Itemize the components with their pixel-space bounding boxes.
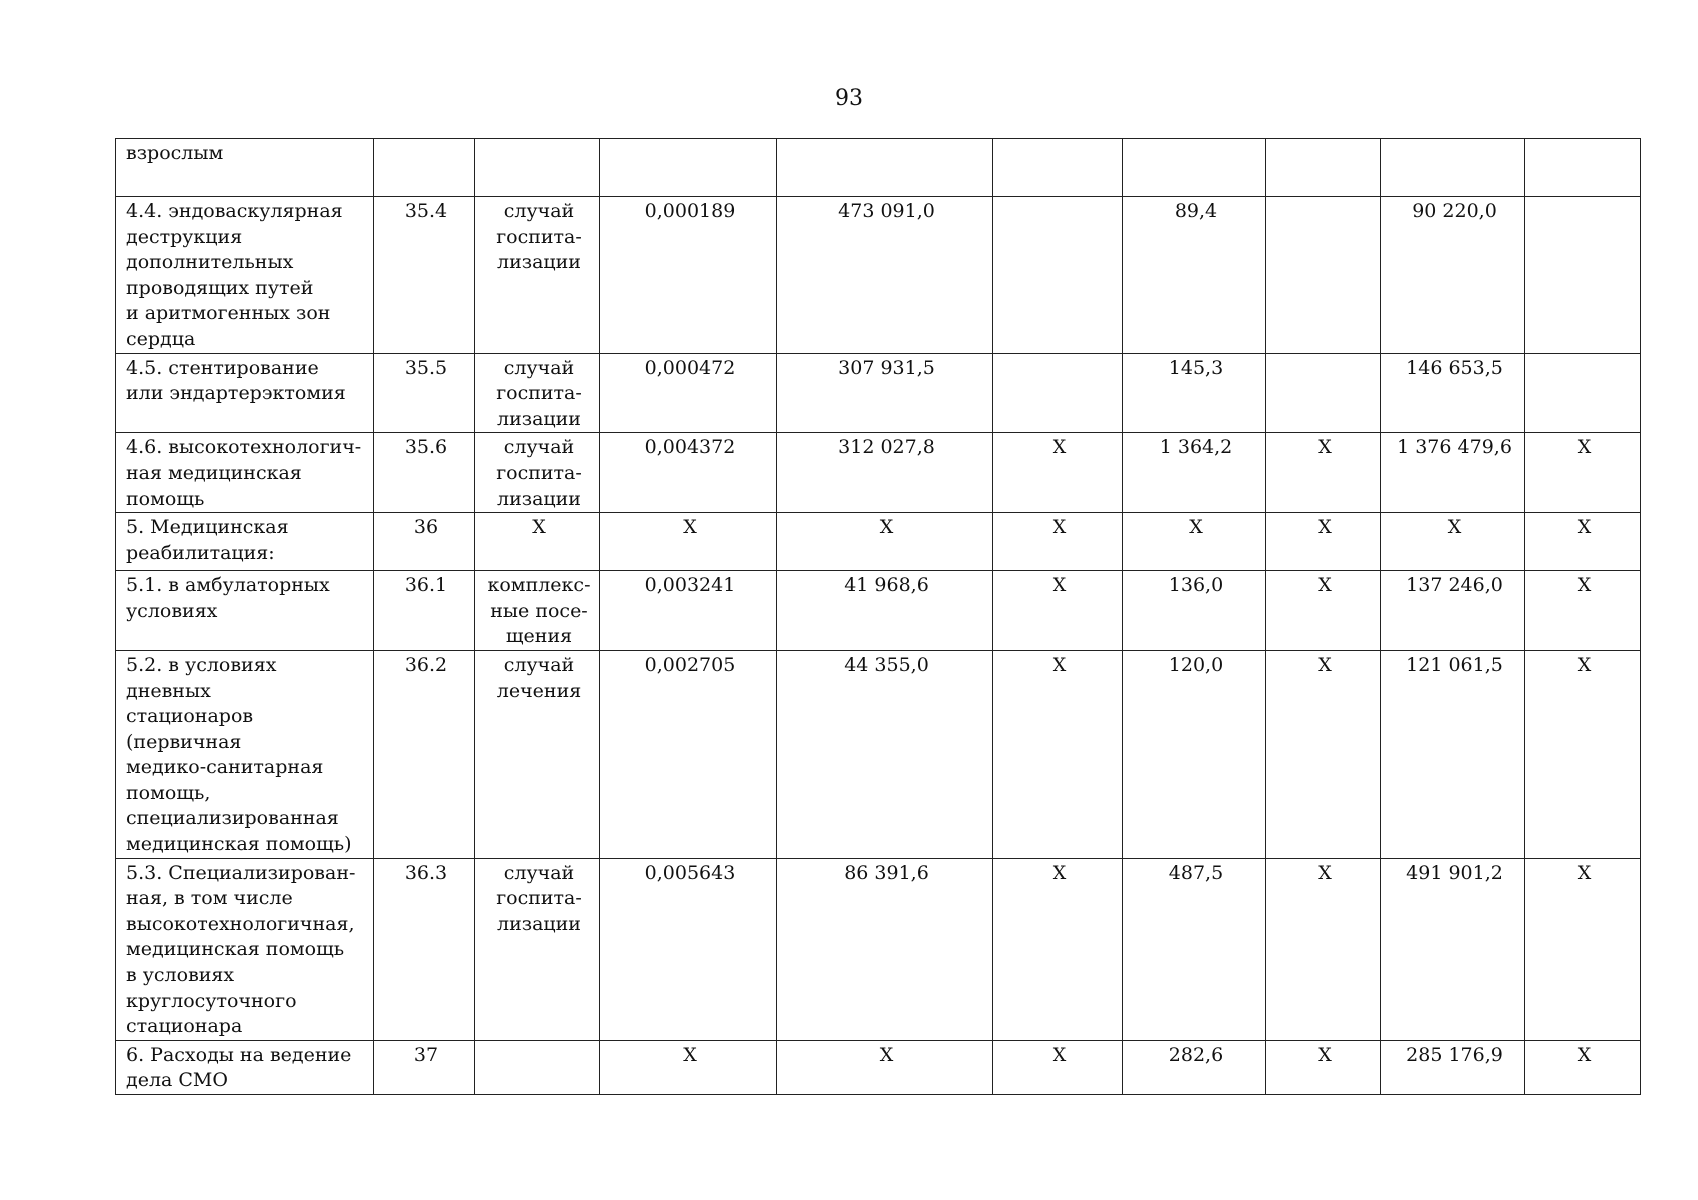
table-row xyxy=(116,513,1641,571)
row-value-cell: 282,6 xyxy=(1123,1040,1266,1094)
row-value-cell: 44 355,0 xyxy=(777,650,993,858)
row-value-cell: 136,0 xyxy=(1123,571,1266,651)
row-unit-line: госпита- xyxy=(496,461,582,484)
row-name-line: медико-санитарная xyxy=(126,756,324,779)
row-code-cell: 35.5 xyxy=(374,353,475,433)
row-name-line: в условиях xyxy=(126,964,235,987)
row-value-cell: X xyxy=(1381,513,1525,571)
row-unit-line: госпита- xyxy=(496,887,582,910)
row-value-cell: X xyxy=(1266,433,1381,513)
row-unit-line: лизации xyxy=(497,487,581,510)
row-unit-line: X xyxy=(532,516,546,539)
row-value-cell: 121 061,5 xyxy=(1381,650,1525,858)
row-value-cell xyxy=(1266,353,1381,433)
row-unit-line: госпита- xyxy=(496,382,582,405)
row-name-line: помощь xyxy=(126,487,205,510)
table-row xyxy=(116,650,1641,858)
row-unit-line: случай xyxy=(503,653,575,676)
row-name-cell xyxy=(116,650,374,858)
row-unit-line: лизации xyxy=(497,407,581,430)
row-value-cell: 89,4 xyxy=(1123,197,1266,354)
table-row xyxy=(116,858,1641,1040)
row-value-cell xyxy=(600,139,777,197)
row-name-line: деструкция xyxy=(126,225,243,248)
row-name-line: специализированная xyxy=(126,807,339,830)
row-value-cell: 90 220,0 xyxy=(1381,197,1525,354)
row-name-cell xyxy=(116,353,374,433)
row-unit-line: лизации xyxy=(497,912,581,935)
row-name-line: взрослым xyxy=(126,142,224,164)
row-name-cell xyxy=(116,571,374,651)
row-unit-line: щения xyxy=(505,625,573,648)
row-value-cell: 120,0 xyxy=(1123,650,1266,858)
row-unit-line: лечения xyxy=(496,679,582,702)
row-name-cell xyxy=(116,1040,374,1094)
row-code-cell xyxy=(374,139,475,197)
row-value-cell: X xyxy=(1266,650,1381,858)
row-value-cell: 41 968,6 xyxy=(777,571,993,651)
row-value-cell: X xyxy=(993,433,1123,513)
row-value-cell: 137 246,0 xyxy=(1381,571,1525,651)
row-value-cell: 487,5 xyxy=(1123,858,1266,1040)
row-value-cell xyxy=(777,139,993,197)
row-value-cell: X xyxy=(993,650,1123,858)
row-value-cell: X xyxy=(993,513,1123,571)
row-unit-cell xyxy=(475,1040,600,1094)
row-code-cell: 36.2 xyxy=(374,650,475,858)
row-value-cell: X xyxy=(1525,513,1641,571)
row-unit-line: случай xyxy=(503,200,575,222)
row-value-cell: X xyxy=(1525,571,1641,651)
row-value-cell: 0,003241 xyxy=(600,571,777,651)
table-row xyxy=(116,1040,1641,1094)
row-code-cell: 36.1 xyxy=(374,571,475,651)
row-value-cell xyxy=(1266,197,1381,354)
row-name-cell xyxy=(116,433,374,513)
row-name-line: медицинская помощь xyxy=(126,938,345,961)
row-name-cell xyxy=(116,197,374,354)
row-name-line: или эндартерэктомия xyxy=(126,382,346,405)
row-value-cell: X xyxy=(1266,1040,1381,1094)
row-name-cell xyxy=(116,139,374,197)
page-number: 93 xyxy=(835,86,863,111)
row-name-line: и аритмогенных зон xyxy=(126,302,331,325)
row-name-line: круглосуточного xyxy=(126,989,297,1012)
table-body xyxy=(116,139,1641,1095)
row-name-line: 5.1. в амбулаторных xyxy=(126,574,330,597)
row-code-cell: 37 xyxy=(374,1040,475,1094)
row-unit-cell xyxy=(475,139,600,197)
row-value-cell: X xyxy=(1525,858,1641,1040)
row-value-cell: 0,005643 xyxy=(600,858,777,1040)
row-name-line: проводящих путей xyxy=(126,276,314,299)
row-unit-cell xyxy=(475,571,600,651)
row-name-line: дополнительных xyxy=(126,251,294,274)
row-value-cell xyxy=(993,197,1123,354)
row-name-line: 4.5. стентирование xyxy=(126,356,319,379)
row-unit-cell xyxy=(475,650,600,858)
row-value-cell: X xyxy=(1525,1040,1641,1094)
row-unit-cell xyxy=(475,197,600,354)
row-name-cell xyxy=(116,858,374,1040)
row-name-line: ная медицинская xyxy=(126,461,302,484)
row-value-cell xyxy=(1525,139,1641,197)
row-value-cell: X xyxy=(600,1040,777,1094)
row-value-cell: 145,3 xyxy=(1123,353,1266,433)
row-name-line: медицинская помощь) xyxy=(126,833,352,856)
row-value-cell xyxy=(1381,139,1525,197)
row-value-cell: X xyxy=(777,513,993,571)
row-unit-line: ные посе- xyxy=(490,599,588,622)
row-value-cell: X xyxy=(1266,513,1381,571)
table-row xyxy=(116,353,1641,433)
row-name-line: стационара xyxy=(126,1015,243,1038)
row-name-line: 4.4. эндоваскулярная xyxy=(126,200,343,222)
row-name-line: 5. Медицинская xyxy=(126,516,289,539)
row-value-cell: 473 091,0 xyxy=(777,197,993,354)
row-unit-cell xyxy=(475,353,600,433)
row-name-cell xyxy=(116,513,374,571)
row-unit-line: случай xyxy=(503,861,575,884)
row-unit-line: комплекс- xyxy=(487,574,591,597)
row-code-cell: 35.6 xyxy=(374,433,475,513)
row-value-cell xyxy=(1525,197,1641,354)
row-value-cell: X xyxy=(1525,433,1641,513)
row-value-cell: 1 376 479,6 xyxy=(1381,433,1525,513)
row-name-line: 5.3. Специализирован- xyxy=(126,861,356,884)
row-value-cell: X xyxy=(993,571,1123,651)
row-unit-line: случай xyxy=(503,436,575,459)
row-name-line: помощь, xyxy=(126,781,211,804)
row-value-cell xyxy=(993,139,1123,197)
row-value-cell: 146 653,5 xyxy=(1381,353,1525,433)
row-value-cell: 285 176,9 xyxy=(1381,1040,1525,1094)
row-value-cell: X xyxy=(1266,571,1381,651)
table-row xyxy=(116,139,1641,197)
table-row xyxy=(116,197,1641,354)
row-value-cell xyxy=(1525,353,1641,433)
row-name-line: реабилитация: xyxy=(126,541,275,564)
row-value-cell: 86 391,6 xyxy=(777,858,993,1040)
row-value-cell: 0,004372 xyxy=(600,433,777,513)
row-value-cell: 0,000189 xyxy=(600,197,777,354)
row-name-line: дела СМО xyxy=(126,1069,228,1092)
row-value-cell: 1 364,2 xyxy=(1123,433,1266,513)
row-name-line: высокотехнологичная, xyxy=(126,912,355,935)
row-value-cell: 491 901,2 xyxy=(1381,858,1525,1040)
row-value-cell: X xyxy=(600,513,777,571)
row-value-cell: 312 027,8 xyxy=(777,433,993,513)
row-code-cell: 36 xyxy=(374,513,475,571)
row-value-cell: 0,000472 xyxy=(600,353,777,433)
row-unit-cell xyxy=(475,513,600,571)
row-value-cell: 307 931,5 xyxy=(777,353,993,433)
row-name-line: 4.6. высокотехнологич- xyxy=(126,436,362,459)
row-unit-line: случай xyxy=(503,356,575,379)
table-row xyxy=(116,571,1641,651)
row-code-cell: 36.3 xyxy=(374,858,475,1040)
table-row xyxy=(116,433,1641,513)
row-code-cell: 35.4 xyxy=(374,197,475,354)
row-name-line: 5.2. в условиях дневных xyxy=(126,653,277,702)
row-value-cell xyxy=(1123,139,1266,197)
tariff-table xyxy=(115,138,1641,1095)
row-unit-line: госпита- xyxy=(496,225,582,248)
row-value-cell: X xyxy=(993,1040,1123,1094)
row-value-cell xyxy=(993,353,1123,433)
row-unit-cell xyxy=(475,858,600,1040)
row-name-line: сердца xyxy=(126,327,196,350)
row-value-cell: 0,002705 xyxy=(600,650,777,858)
row-value-cell: X xyxy=(1266,858,1381,1040)
row-unit-line: лизации xyxy=(497,251,581,274)
row-value-cell: X xyxy=(993,858,1123,1040)
row-value-cell: X xyxy=(1525,650,1641,858)
row-name-line: ная, в том числе xyxy=(126,887,293,910)
row-name-line: условиях xyxy=(126,599,218,622)
row-name-line: 6. Расходы на ведение xyxy=(126,1043,352,1066)
row-name-line: стационаров (первичная xyxy=(126,705,254,753)
row-value-cell xyxy=(1266,139,1381,197)
row-value-cell: X xyxy=(777,1040,993,1094)
row-unit-cell xyxy=(475,433,600,513)
row-value-cell: X xyxy=(1123,513,1266,571)
